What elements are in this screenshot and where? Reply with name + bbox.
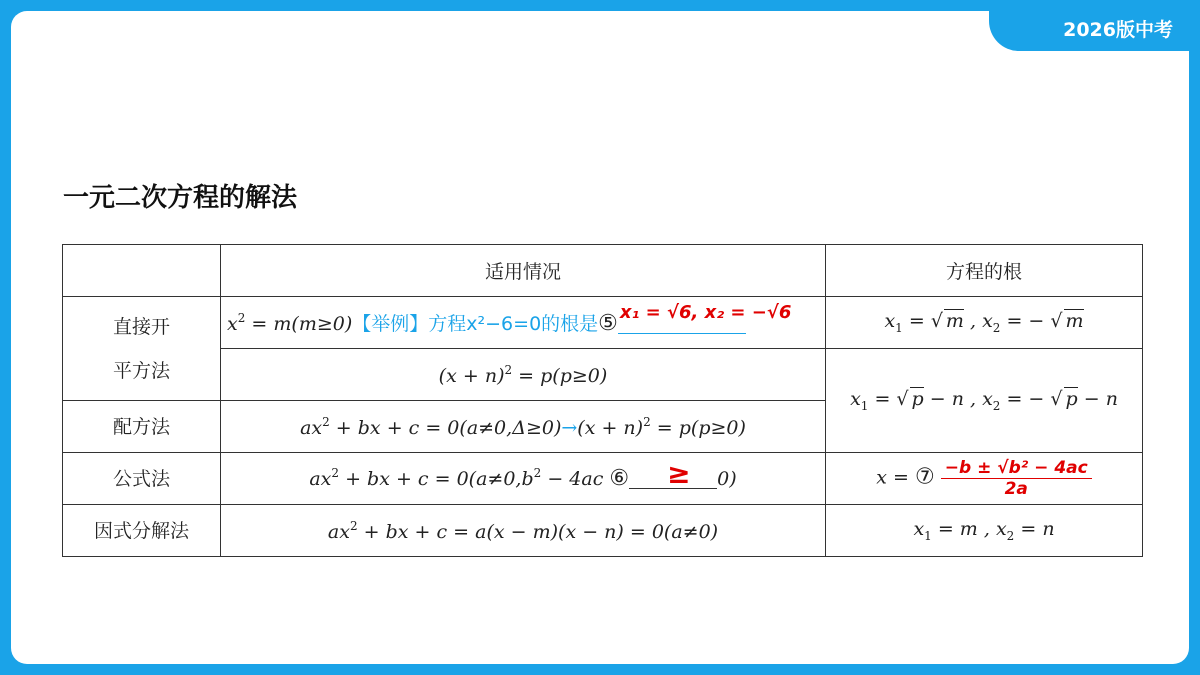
roots-formula-lhs: x = [876, 466, 909, 489]
method-name-direct-line2: 平方法 [112, 359, 170, 382]
header-condition: 适用情况 [221, 245, 826, 297]
answer-blank-5 [618, 302, 792, 334]
blank-number-7: ⑦ [915, 464, 935, 490]
arrow-icon: → [561, 416, 578, 439]
answer-7 [941, 458, 1092, 499]
roots-direct [826, 297, 1143, 349]
solution-methods-table [62, 244, 1143, 557]
roots-factoring-formula: $x_1 = m$ , $x_2 = n$ [913, 518, 1055, 543]
table-header-row [63, 245, 1143, 297]
roots-direct-2-formula: $x_1$ = √ p − n , $x_2$ = − √ p − n [850, 388, 1118, 413]
condition-completing-formula: $ax^2$ + bx + $c = 0(a\ne 0,\Delta\ge 0)\to(x + n)^2 = p(p\ge 0)$ [300, 414, 746, 439]
table-row-direct [63, 297, 1143, 349]
header-empty-cell [63, 245, 221, 297]
section-title: 一元二次方程的解法 [63, 183, 298, 213]
table-row-formula [63, 453, 1143, 505]
table-row-factoring [63, 505, 1143, 557]
method-name-formula: 公式法 [63, 453, 221, 505]
condition-formula-formula: $ax^2$ + bx + $c = 0(a\ne 0,b^2 - 4ac$ [309, 466, 604, 490]
condition-completing [221, 401, 826, 453]
method-name-factoring: 因式分解法 [63, 505, 221, 557]
table-row-direct-2 [63, 349, 1143, 401]
edition-tab [989, 11, 1189, 51]
condition-direct [221, 297, 826, 349]
condition-factoring-formula: $ax^2$ + bx + c = a(x − m)(x − n) = 0(a≠0) [327, 518, 719, 543]
condition-direct-formula: $x^2 = m(m\ge 0)$ [227, 311, 353, 335]
condition-formula-end: 0) [717, 468, 737, 490]
method-name-direct-line1: 直接开 [112, 315, 170, 338]
roots-factoring [826, 505, 1143, 557]
condition-factoring [221, 505, 826, 557]
condition-direct-2-formula: $(x + n)^2 = p(p\ge 0)$ [438, 362, 608, 387]
answer-7-denominator: 2a [1004, 479, 1028, 499]
method-name-completing: 配方法 [63, 401, 221, 453]
condition-direct-2 [221, 349, 826, 401]
example-text: 方程x²−6=0的根是 [428, 313, 599, 335]
answer-6: ≥ [667, 457, 691, 490]
condition-formula [221, 453, 826, 505]
answer-7-numerator: −b ± √b² − 4ac [941, 458, 1092, 479]
blank-number-5: ⑤ [598, 311, 618, 336]
roots-direct-formula: $x_1$ = √ m , $x_2$ = − √ m [884, 310, 1084, 335]
edition-label: 2026版中考 [1063, 19, 1173, 41]
roots-formula [826, 453, 1143, 505]
blank-number-6: ⑥ [609, 466, 630, 491]
roots-direct-2 [826, 349, 1143, 453]
example-tag: 【举例】 [352, 313, 429, 335]
answer-5: x₁ = √6, x₂ = −√6 [619, 302, 792, 323]
header-roots: 方程的根 [826, 245, 1143, 297]
answer-blank-6 [629, 457, 717, 490]
method-name-direct [63, 297, 221, 401]
